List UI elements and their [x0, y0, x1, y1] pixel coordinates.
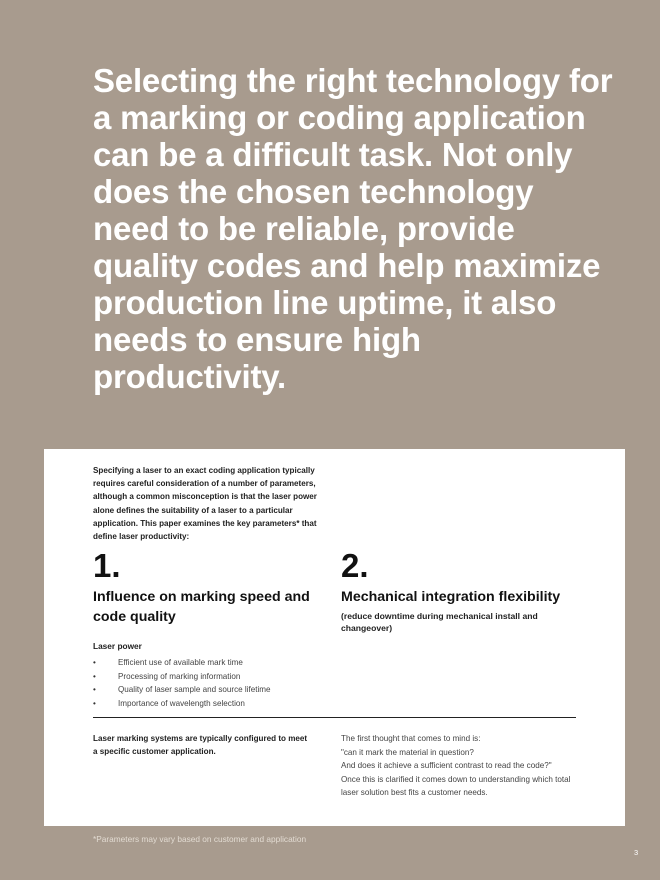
- bullet-item: • Processing of marking information: [93, 670, 323, 684]
- bullet-item: • Importance of wavelength selection: [93, 697, 323, 711]
- divider-rule: [93, 717, 576, 718]
- section-1-number: 1.: [93, 547, 121, 584]
- section-1: [93, 549, 323, 710]
- section-2-title: Mechanical integration flexibility: [341, 589, 561, 605]
- section-1-bullet-list: [93, 656, 323, 710]
- section-2-subtitle: (reduce downtime during mechanical install and changeover): [341, 611, 538, 633]
- section-1-subheading: Laser power: [93, 641, 142, 651]
- page-number: 3: [634, 848, 639, 857]
- section-1-title: Influence on marking speed and code quality: [93, 589, 310, 625]
- bottom-right-line: Once this is clarified it comes down to understanding which total laser solution best fits a customer needs.: [341, 774, 571, 797]
- bottom-right-text: [341, 732, 581, 800]
- bullet-item: • Quality of laser sample and source lifetime: [93, 683, 323, 697]
- intro-paragraph: Specifying a laser to an exact coding application typically requires careful consideration of a number of parameters, although a common misconception is that the laser power alone defines the suitability of a laser to a particular application. This paper examines the key parameters* that define laser productivity:: [93, 466, 317, 542]
- bottom-right-line: The first thought that comes to mind is:: [341, 734, 481, 743]
- section-2-number: 2.: [341, 547, 369, 584]
- bottom-left-text: Laser marking systems are typically configured to meet a specific customer application.: [93, 734, 308, 757]
- headline: Selecting the right technology for a marking or coding application can be a difficult task. Not only does the chosen technology need to be reliable, provide quality codes and help maximize production line uptime, it also needs to ensure high productivity.: [93, 62, 613, 395]
- content-panel: [44, 449, 625, 826]
- bottom-right-line: And does it achieve a sufficient contrast to read the code?": [341, 761, 552, 770]
- footnote: *Parameters may vary based on customer and application: [93, 834, 307, 844]
- section-2: [341, 549, 591, 634]
- bullet-item: • Efficient use of available mark time: [93, 656, 323, 670]
- bottom-right-line: "can it mark the material in question?: [341, 747, 474, 757]
